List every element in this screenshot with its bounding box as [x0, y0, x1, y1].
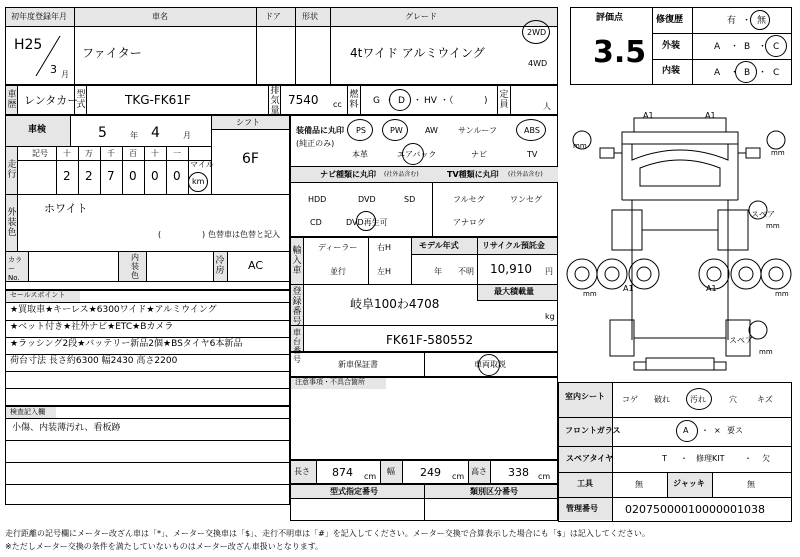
sales-label: セールスポイント: [10, 291, 66, 299]
color-paren-close: ): [202, 230, 206, 239]
ac-value: AC: [248, 259, 264, 272]
digit-3: 0: [129, 169, 137, 183]
digit-label-5: 一: [173, 149, 181, 158]
interior-b-circle: [735, 61, 757, 83]
diagram-a1-right: A1: [706, 284, 717, 293]
digit-0: 2: [63, 169, 71, 183]
notes-label: 注意事項・不具合箇所: [295, 378, 365, 386]
glass-a: A: [683, 426, 689, 435]
spare-none: 欠: [762, 454, 770, 463]
color-no-label: カラーNo.: [8, 256, 22, 282]
spare-kit: 修理KIT: [696, 454, 725, 463]
sales-line-3: ★ラッシング2段★バッテリー新品2個★BSタイヤ6本新品: [10, 339, 243, 349]
recycle-value: 10,910: [490, 262, 532, 276]
interior-color-label: 内装色: [131, 253, 139, 280]
diagram-a1-top-left: A1: [643, 111, 654, 120]
navi-hdd: HDD: [308, 195, 327, 204]
seat-yogore-circle: [686, 388, 712, 410]
repair-label: 修復歴: [656, 15, 684, 25]
navi-dvd: DVD: [358, 195, 376, 204]
tv-analog: アナログ: [453, 218, 485, 227]
diagram-spare-mm-2: mm: [759, 348, 773, 356]
digit-4: 0: [151, 169, 159, 183]
drive-4wd: 4WD: [528, 59, 548, 68]
shift-label: シフト: [236, 118, 260, 127]
navi-dvd-play-circle: [356, 211, 376, 231]
first-reg-label: 初年度登録年月: [11, 12, 67, 21]
fuel-opt-sep2: ・: [413, 96, 423, 106]
km-circle: [188, 172, 208, 192]
first-reg-era: H25: [14, 37, 43, 53]
digit-5: 0: [173, 169, 181, 183]
max-load-unit: kg: [545, 312, 555, 321]
digit-label-1: 万: [85, 149, 93, 158]
digit-1: 2: [85, 169, 93, 183]
max-load-label: 最大積載量: [494, 287, 534, 296]
repair-opt-no: 無: [757, 16, 767, 26]
sales-line-1: ★買取車★キーレス★6300ワイド★アルミウイング: [10, 305, 217, 315]
tools-value: 無: [635, 480, 643, 489]
warranty-label: 新車保証書: [338, 360, 378, 369]
navi-sd: SD: [404, 195, 416, 204]
import-label: 輸入車: [292, 246, 302, 276]
inspection-month: 4: [151, 125, 160, 141]
inspector-box: [5, 406, 290, 505]
mgmt-value: 02075000010000001038: [625, 503, 765, 516]
footer-line-2: ※ただしメーター交換の条件を満たしていないものはメーター改ざん車扱いとなります。: [5, 542, 324, 551]
evaluation-score: 3.5: [593, 35, 647, 70]
row2-table: [5, 85, 558, 115]
registration-value: 岐阜100わ4708: [350, 297, 440, 311]
usage-value: レンタカー: [24, 94, 79, 107]
glass-x: ×: [714, 426, 721, 435]
diagram-spare-2: スペア: [729, 336, 753, 345]
exterior-c-circle: [765, 35, 787, 57]
equip-navi: ナビ: [471, 150, 487, 159]
fuel-label: 燃料: [349, 90, 359, 110]
equip-sunroof: サンルーフ: [458, 126, 497, 135]
fuel-opt-g: G: [373, 96, 380, 106]
equip-airbag: エアバック: [397, 150, 437, 159]
displacement-unit: cc: [333, 100, 342, 109]
digit-label-0: 十: [63, 149, 71, 158]
digit-2: 7: [107, 169, 115, 183]
tv-note: (社外品含む): [508, 171, 543, 178]
shift-value: 6F: [242, 151, 259, 167]
color-value: ホワイト: [44, 202, 88, 215]
height-label: 高さ: [471, 467, 487, 476]
interior-opt-b: B: [744, 68, 751, 78]
glass-label: フロントガラス: [565, 426, 621, 435]
import-dealer: ディーラー: [318, 243, 358, 252]
sales-line-2: ★ベット付き★社外ナビ★ETC★Bカメラ: [10, 322, 174, 332]
height-value: 338: [508, 466, 529, 479]
diagram-spare-mm-1: mm: [766, 222, 780, 230]
model-year-label: モデル年式: [419, 241, 459, 250]
inspection-year-unit: 年: [130, 131, 138, 140]
navi-label: ナビ種類に丸印: [320, 170, 376, 179]
fuel-opt-d: D: [398, 96, 405, 106]
manual-circle: [478, 354, 500, 376]
equip-ps: PS: [356, 126, 366, 135]
color-note: 色替車は色替と記入: [208, 230, 280, 239]
exterior-opt-a: A: [714, 42, 721, 52]
width-unit: cm: [452, 472, 465, 481]
category-label: 類別区分番号: [470, 487, 518, 496]
width-value: 249: [420, 466, 441, 479]
digit-label-3: 百: [129, 149, 137, 158]
model-label: 型式: [76, 90, 86, 110]
width-label: 幅: [387, 467, 395, 476]
equip-tv: TV: [527, 150, 538, 159]
glass-needs-replace: 要ス: [727, 426, 743, 435]
name-label: 車名: [152, 12, 168, 21]
height-unit: cm: [538, 472, 551, 481]
capacity-label: 定員: [499, 90, 509, 110]
first-reg-month-unit: 月: [61, 70, 69, 79]
exterior-opt-c: C: [773, 42, 780, 52]
navi-note: (社外品含む): [384, 171, 419, 178]
equipment-sublabel: (純正のみ): [296, 139, 335, 148]
drive-2wd-circle: [522, 20, 550, 44]
usage-label: 車歴: [7, 90, 17, 110]
fuel-opt-sep: ・: [385, 96, 395, 106]
first-reg-month: 3: [50, 63, 57, 76]
diagram-a1-left: A1: [623, 284, 634, 293]
equip-pw-circle: [382, 119, 408, 141]
diagram-mm-1: mm: [573, 142, 587, 150]
exterior-opt-sep2: ・: [758, 42, 768, 52]
tools-label: 工具: [577, 479, 593, 488]
seat-yabure: 破れ: [654, 395, 670, 404]
equipment-label: 装備品に丸印: [296, 126, 344, 135]
inspection-label: 車検: [28, 125, 47, 135]
grade-label: グレード: [405, 12, 437, 21]
navi-dvd-play: DVD再生可: [346, 218, 388, 227]
inspector-label: 検査記入欄: [10, 408, 45, 416]
fuel-opt-hv: HV: [424, 96, 437, 106]
digit-label-2: 千: [107, 149, 115, 158]
mgmt-label: 管理番号: [566, 504, 598, 513]
diagram-mm-3: mm: [583, 290, 597, 298]
navi-cd: CD: [310, 218, 322, 227]
interior-opt-sep2: ・: [758, 68, 768, 78]
exterior-opt-sep1: ・: [730, 42, 740, 52]
notes-box: [290, 377, 558, 460]
date-slash: [30, 32, 65, 82]
ac-label: 冷房: [215, 256, 225, 276]
spare-label: スペアタイヤ: [566, 454, 614, 463]
diagram-spare-1: スペア: [751, 210, 775, 219]
import-left-h: 左H: [377, 267, 392, 276]
tv-fullseg: フルセグ: [453, 195, 485, 204]
diagram-mm-4: mm: [775, 290, 789, 298]
equip-abs-circle: [516, 119, 546, 141]
chassis-value: FK61F-580552: [386, 333, 474, 347]
km-label: km: [192, 177, 205, 186]
length-label: 長さ: [294, 467, 310, 476]
repair-opt-yes: 有: [727, 16, 737, 26]
seat-kizu: キズ: [757, 395, 773, 404]
model-value: TKG-FK61F: [125, 93, 191, 107]
inspector-text: 小傷、内装薄汚れ、看板跡: [12, 423, 121, 433]
shape-label: 形状: [302, 12, 318, 21]
displacement-label: 排気量: [270, 86, 280, 116]
equip-aw: AW: [425, 126, 438, 135]
fuel-d-circle: [389, 89, 411, 111]
interior-label: 内装: [662, 66, 681, 76]
color-paren: (: [158, 230, 162, 239]
door-label: ドア: [265, 12, 281, 21]
fuel-opt-paren: ・（: [440, 96, 454, 106]
inspection-year: 5: [98, 125, 107, 141]
glass-a-circle: [676, 420, 698, 442]
evaluation-label: 評価点: [596, 13, 624, 23]
equip-ps-circle: [347, 119, 373, 141]
capacity-unit: 人: [543, 102, 551, 111]
model-year-unit: 年: [434, 267, 442, 276]
seat-ana: 穴: [729, 395, 737, 404]
tv-label: TV種類に丸印: [447, 170, 499, 179]
repair-no-circle: [750, 10, 770, 30]
recycle-unit: 円: [545, 267, 553, 276]
import-parallel: 並行: [330, 267, 346, 276]
length-unit: cm: [364, 472, 377, 481]
equip-leather: 本革: [352, 150, 368, 159]
glass-sep: ・: [701, 426, 709, 435]
displacement-value: 7540: [288, 93, 319, 107]
import-right-h: 右H: [377, 243, 392, 252]
exterior-opt-b: B: [744, 42, 751, 52]
manual-label: 車両取説: [474, 360, 506, 369]
inspection-month-unit: 月: [183, 131, 191, 140]
seat-koge: コゲ: [622, 395, 638, 404]
equip-abs: ABS: [524, 126, 540, 135]
interior-opt-sep1: ・: [730, 68, 740, 78]
spare-t: T: [662, 454, 667, 463]
seat-label: 室内シート: [565, 392, 605, 401]
sales-line-4: 荷台寸法 長さ約6300 幅2430 高さ2200: [10, 356, 178, 366]
equip-airbag-circle: [402, 143, 424, 165]
drive-2wd: 2WD: [527, 28, 547, 37]
vehicle-name: ファイター: [82, 46, 142, 60]
designation-label: 型式指定番号: [330, 487, 378, 496]
footer-line-1: 走行距離の記号欄にメーター改ざん車は「*」、メーター交換車は「$」、走行不明車は「#」を記入してください。メーター交換で合算表示した場合にも「$」は記入してください。: [5, 529, 650, 538]
color-label: 外装色: [7, 208, 17, 238]
jack-value: 無: [747, 480, 755, 489]
mileage-note: 記号: [32, 149, 48, 158]
digit-label-4: 十: [151, 149, 159, 158]
mile-label: マイル: [190, 160, 214, 169]
chassis-label: 車台番号: [293, 328, 301, 364]
vehicle-diagram: [562, 90, 794, 380]
model-year-unknown: 不明: [458, 267, 474, 276]
repair-opt-sep: ・: [742, 16, 752, 26]
exterior-label: 外装: [662, 41, 681, 51]
fuel-opt-paren-close: ): [484, 96, 488, 106]
recycle-label: リサイクル預託金: [482, 241, 545, 250]
diagram-mm-2: mm: [771, 149, 785, 157]
jack-label: ジャッキ: [673, 479, 705, 488]
tv-oneseg: ワンセグ: [510, 195, 542, 204]
interior-opt-a: A: [714, 68, 721, 78]
diagram-a1-top-right: A1: [705, 111, 716, 120]
mileage-label: 走行: [7, 160, 17, 180]
spare-sep2: ・: [744, 454, 752, 463]
interior-opt-c: C: [773, 68, 780, 78]
grade-value: 4tワイド アルミウイング: [350, 46, 485, 60]
equip-pw: PW: [390, 126, 403, 135]
length-value: 874: [332, 466, 353, 479]
seat-yogore: 汚れ: [690, 395, 706, 404]
spare-sep1: ・: [680, 454, 688, 463]
registration-label: 登録番号: [292, 287, 302, 327]
